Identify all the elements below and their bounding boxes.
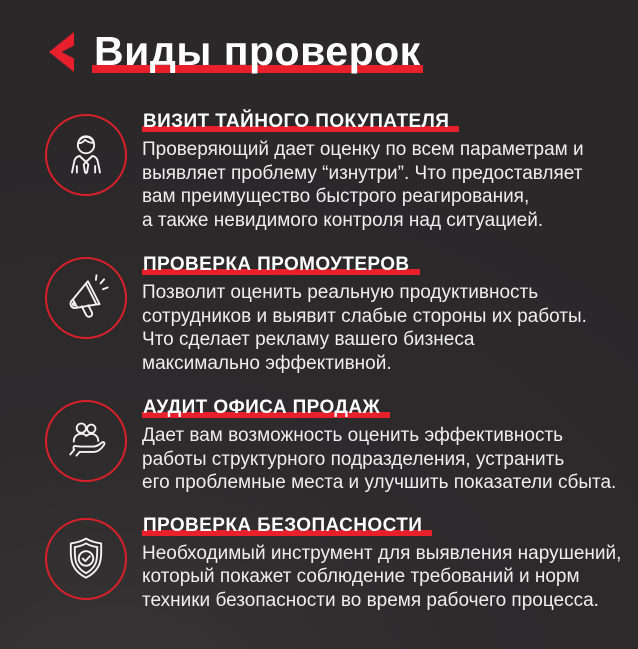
section-content	[142, 254, 587, 375]
page-title: Виды проверок	[94, 28, 421, 74]
section-content	[142, 515, 621, 613]
section-promoters	[45, 254, 638, 375]
section-security-check	[45, 515, 638, 613]
section-body-line: Позволит оценить реальную продуктивность	[142, 282, 539, 303]
page-header	[46, 30, 638, 73]
section-heading: ВИЗИТ ТАЙНОГО ПОКУПАТЕЛЯ	[142, 111, 459, 132]
section-body-line: максимально эффективной.	[142, 352, 392, 374]
hand-holding-people-icon	[45, 400, 127, 482]
section-body-line: вам преимущество быстрого реагирования,	[142, 186, 530, 207]
section-body-line: Что сделает рекламу вашего бизнеса	[142, 329, 475, 350]
section-body-line: выявляет проблему “изнутри”. Что предоставляет	[142, 162, 583, 184]
section-body-line: работы структурного подразделения, устранить	[142, 448, 565, 470]
section-heading: ПРОВЕРКА ПРОМОУТЕРОВ	[142, 254, 420, 275]
sections-list	[45, 111, 638, 612]
mystery-shopper-person-icon	[45, 114, 127, 196]
shield-check-icon	[45, 518, 127, 600]
section-body-line: а также невидимого контроля над ситуацией.	[142, 209, 544, 231]
section-content	[142, 397, 616, 495]
double-chevron-left-icon	[46, 32, 77, 72]
section-body-line: Проверяющий дает оценку по всем параметрам и	[142, 139, 584, 160]
section-body-line: Дает вам возможность оценить эффективность	[142, 425, 564, 446]
section-heading: ПРОВЕРКА БЕЗОПАСНОСТИ	[142, 515, 432, 536]
section-sales-office-audit	[45, 397, 638, 495]
section-body-line: Необходимый инструмент для выявления нарушений,	[142, 542, 622, 564]
section-content	[142, 111, 584, 232]
section-heading: АУДИТ ОФИСА ПРОДАЖ	[142, 397, 390, 418]
section-body-line: сотрудников и выявит слабые стороны их работы.	[142, 305, 587, 327]
megaphone-icon	[45, 257, 127, 339]
section-body-line: который покажет соблюдение требований и норм	[142, 566, 580, 587]
section-body-line: техники безопасности во время рабочего процесса.	[142, 589, 599, 611]
section-mystery-shopper	[45, 111, 638, 232]
section-body-line: его проблемные места и улучшить показатели сбыта.	[142, 472, 617, 493]
